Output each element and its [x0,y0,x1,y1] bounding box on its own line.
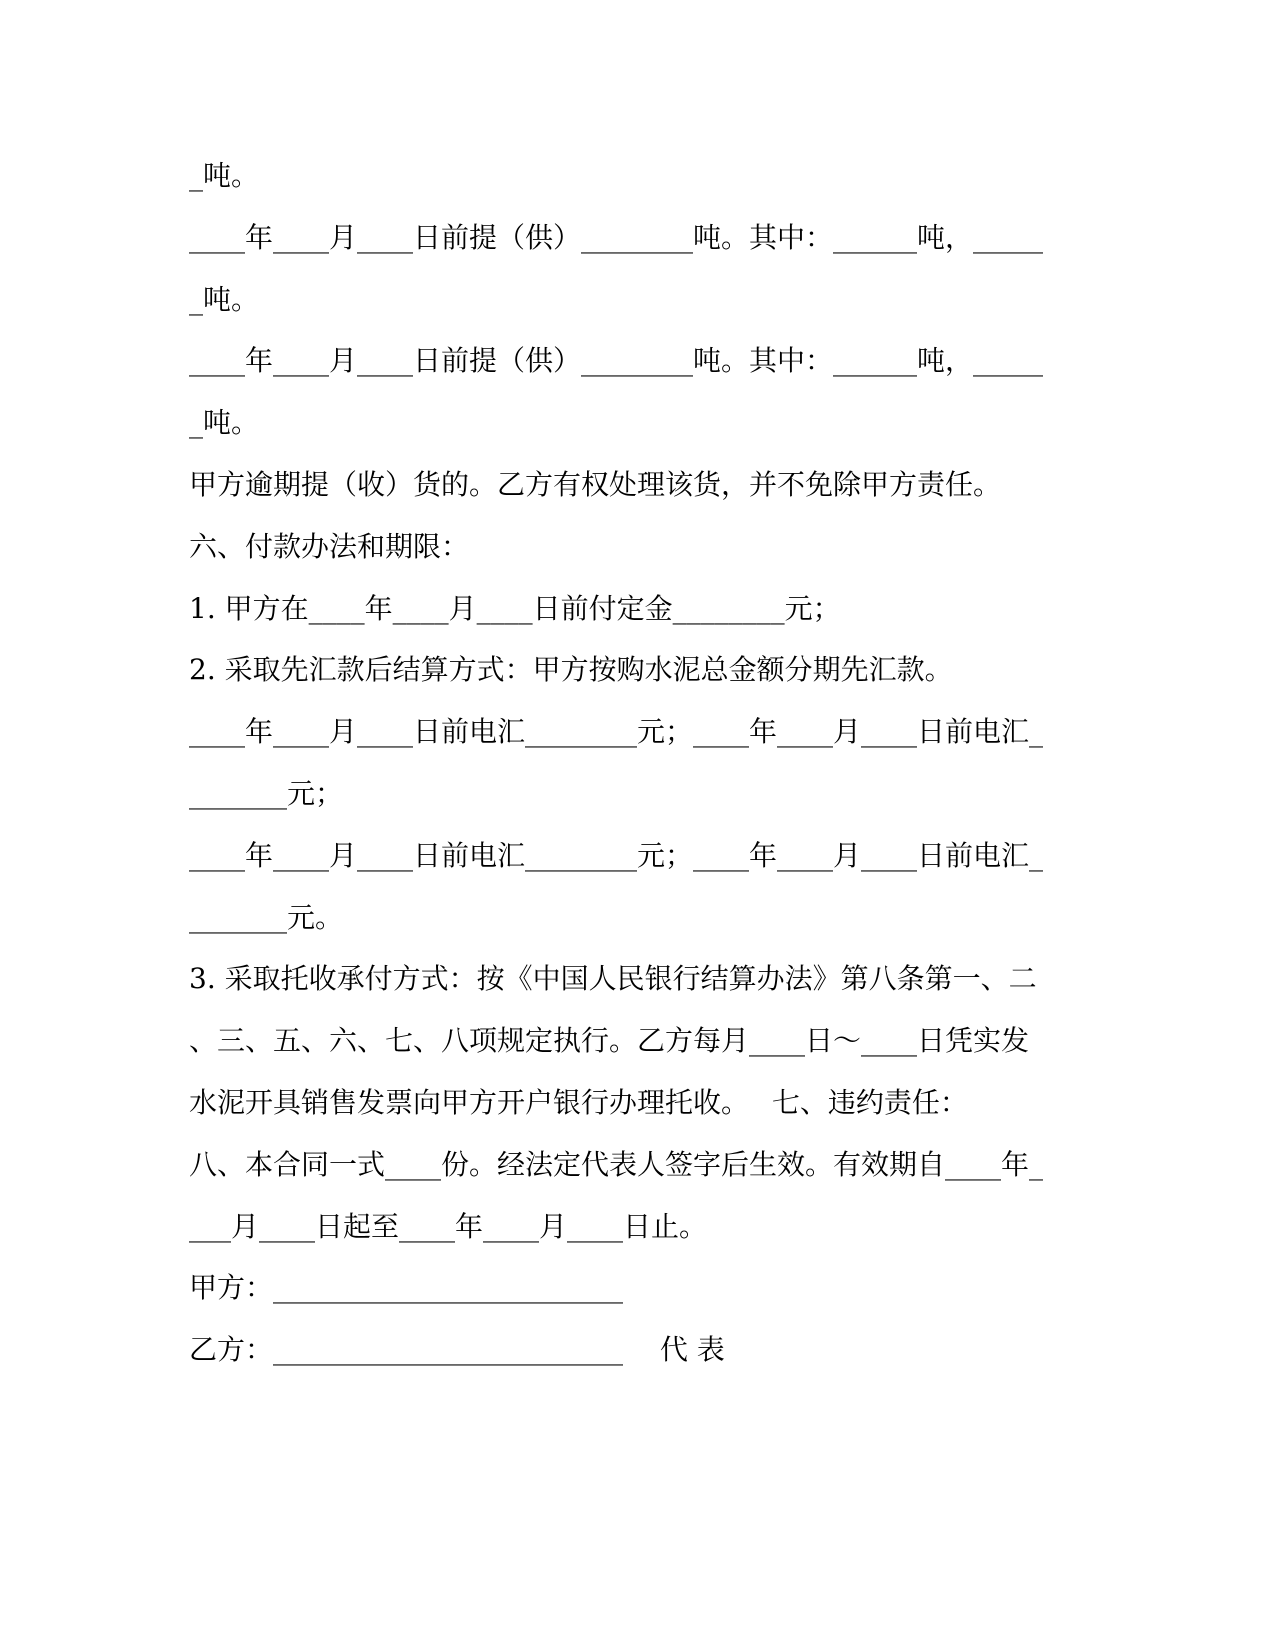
text-line: 八、本合同一式____份。经法定代表人签字后生效。有效期自____年_ [189,1148,1044,1181]
text-line: 水泥开具销售发票向甲方开户银行办理托收。 七、违约责任： [189,1086,968,1119]
text-line: _______元。 [189,901,344,934]
text-line: _吨。 [189,283,260,316]
text-line: ____年____月____日前电汇________元；____年____月____日前电汇_ [189,839,1044,872]
section-heading: 六、付款办法和期限： [189,530,470,563]
text-line: ___月____日起至____年____月____日止。 [189,1210,708,1243]
text-line: _吨。 [189,159,260,192]
party-b-line: 乙方：_________________________ 代 表 [189,1333,725,1366]
text-line: ____年____月____日前电汇________元；____年____月____日前电汇_ [189,715,1044,748]
text-line: _吨。 [189,406,260,439]
party-a-line: 甲方：_________________________ [189,1271,624,1304]
text-line: 甲方逾期提（收）货的。乙方有权处理该货，并不免除甲方责任。 [189,468,1002,501]
text-line: 、三、五、六、七、八项规定执行。乙方每月____日～____日凭实发 [189,1024,1030,1057]
text-line: _______元； [189,777,344,810]
text-line: 3. 采取托收承付方式：按《中国人民银行结算办法》第八条第一、二 [189,962,1037,995]
text-line: ____年____月____日前提（供）________吨。其中：______吨，_____ [189,344,1044,377]
text-line: 2. 采取先汇款后结算方式：甲方按购水泥总金额分期先汇款。 [189,653,953,686]
text-line: ____年____月____日前提（供）________吨。其中：______吨，_____ [189,221,1044,254]
text-line: 1. 甲方在____年____月____日前付定金________元； [189,592,841,625]
